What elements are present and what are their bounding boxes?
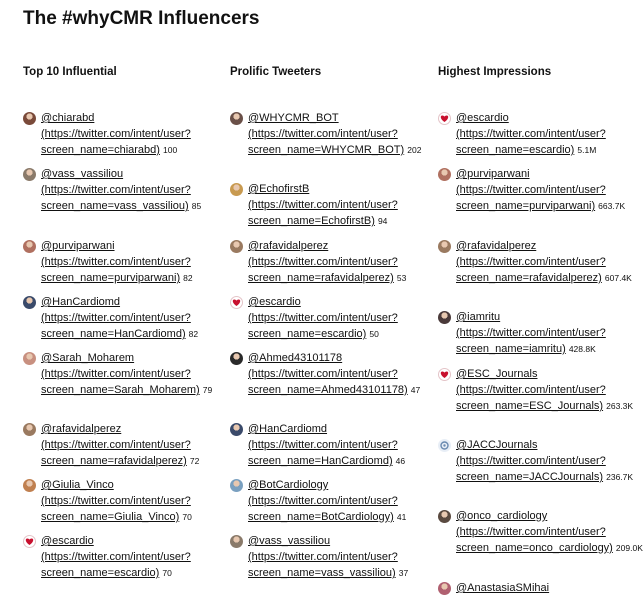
avatar (438, 510, 451, 523)
user-handle-link[interactable]: @rafavidalperez (41, 423, 122, 435)
column-header: Prolific Tweeters (230, 66, 322, 78)
user-handle-link[interactable]: @vass_vassiliou (248, 535, 331, 547)
tweet-count: 209.0K (615, 543, 643, 553)
tweet-count: 82 (188, 329, 199, 339)
profile-url-link[interactable]: (https://twitter.com/intent/user? (248, 495, 398, 507)
avatar (23, 423, 36, 436)
entry-text (248, 477, 406, 525)
profile-url-link[interactable]: screen_name=escardio) (41, 567, 160, 579)
avatar (23, 240, 36, 253)
profile-url-link[interactable]: (https://twitter.com/intent/user? (456, 384, 606, 396)
profile-url-link[interactable]: (https://twitter.com/intent/user? (248, 439, 398, 451)
entry-text (41, 238, 193, 286)
profile-url-link[interactable]: screen_name=chiarabd) (41, 144, 160, 156)
entry-text (248, 350, 420, 398)
profile-url-link[interactable]: (https://twitter.com/intent/user? (41, 184, 191, 196)
user-handle-link[interactable]: @escardio (248, 296, 301, 308)
user-handle-link[interactable]: @rafavidalperez (456, 240, 537, 252)
entry-text (248, 238, 406, 286)
profile-url-link[interactable]: screen_name=purviparwani) (41, 272, 181, 284)
user-handle-link[interactable]: @Sarah_Moharem (41, 352, 135, 364)
page-title: The #whyCMR Influencers (23, 8, 260, 29)
column-header: Top 10 Influential (23, 66, 117, 78)
profile-url-link[interactable]: (https://twitter.com/intent/user? (41, 551, 191, 563)
user-handle-link[interactable]: @JACCJournals (456, 439, 538, 451)
user-handle-link[interactable]: @Ahmed43101178 (248, 352, 343, 364)
profile-url-link[interactable]: (https://twitter.com/intent/user? (456, 327, 606, 339)
avatar (23, 112, 36, 125)
entry-text (248, 110, 421, 158)
column-header: Highest Impressions (438, 66, 552, 78)
user-handle-link[interactable]: @iamritu (456, 311, 501, 323)
tweet-count: 53 (396, 273, 407, 283)
avatar (230, 183, 243, 196)
tweet-count: 428.8K (568, 344, 596, 354)
profile-url-link[interactable]: screen_name=vass_vassiliou) (248, 567, 396, 579)
avatar (438, 311, 451, 324)
heart-logo-icon (230, 296, 243, 309)
user-handle-link[interactable]: @BotCardiology (248, 479, 329, 491)
profile-url-link[interactable]: (https://twitter.com/intent/user? (248, 551, 398, 563)
avatar (23, 296, 36, 309)
tweet-count: 607.4K (604, 273, 632, 283)
profile-url-link[interactable]: screen_name=JACCJournals) (456, 471, 604, 483)
tweet-count: 85 (191, 201, 202, 211)
profile-url-link[interactable]: screen_name=HanCardiomd) (41, 328, 186, 340)
profile-url-link[interactable]: (https://twitter.com/intent/user? (248, 199, 398, 211)
entry-text (456, 110, 606, 158)
avatar (23, 168, 36, 181)
profile-url-link[interactable]: screen_name=iamritu) (456, 343, 566, 355)
entry-text (456, 366, 633, 414)
avatar (438, 582, 451, 595)
user-handle-link[interactable]: @EchofirstB (248, 183, 310, 195)
user-handle-link[interactable]: @Giulia_Vinco (41, 479, 114, 491)
avatar (230, 479, 243, 492)
user-handle-link[interactable]: @escardio (456, 112, 509, 124)
profile-url-link[interactable]: screen_name=Ahmed43101178) (248, 384, 408, 396)
user-handle-link[interactable]: @rafavidalperez (248, 240, 329, 252)
tweet-count: 46 (395, 456, 406, 466)
avatar (230, 240, 243, 253)
entry-text (41, 350, 212, 398)
profile-url-link[interactable]: screen_name=HanCardiomd) (248, 455, 393, 467)
avatar (438, 439, 451, 452)
profile-url-link[interactable]: screen_name=rafavidalperez) (248, 272, 394, 284)
tweet-count: 5.1M (577, 145, 597, 155)
profile-url-link[interactable]: (https://twitter.com/intent/user? (41, 495, 191, 507)
profile-url-link[interactable]: (https://twitter.com/intent/user? (41, 128, 191, 140)
profile-url-link[interactable]: (https://twitter.com/intent/user? (456, 455, 606, 467)
user-handle-link[interactable]: @HanCardiomd (248, 423, 328, 435)
avatar (23, 352, 36, 365)
entry-text (456, 508, 643, 556)
profile-url-link[interactable]: screen_name=escardio) (248, 328, 367, 340)
profile-url-link[interactable]: (https://twitter.com/intent/user? (248, 256, 398, 268)
tweet-count: 70 (162, 568, 172, 578)
profile-url-link[interactable]: (https://twitter.com/intent/user? (456, 184, 606, 196)
profile-url-link[interactable]: screen_name=Giulia_Vinco) (41, 511, 180, 523)
entry-text (41, 421, 199, 469)
entry-text (456, 580, 549, 596)
tweet-count: 100 (163, 145, 178, 155)
entry-text (248, 294, 398, 342)
tweet-count: 41 (396, 512, 407, 522)
tweet-count: 94 (377, 216, 388, 226)
user-handle-link[interactable]: @AnastasiaSMihai (456, 582, 550, 594)
avatar (230, 112, 243, 125)
avatar (438, 240, 451, 253)
tweet-count: 50 (369, 329, 379, 339)
user-handle-link[interactable]: @WHYCMR_BOT (248, 112, 339, 124)
heart-logo-icon (438, 368, 451, 381)
entry-text (248, 533, 408, 581)
avatar (23, 479, 36, 492)
profile-url-link[interactable]: screen_name=rafavidalperez) (456, 272, 602, 284)
user-handle-link[interactable]: @ESC_Journals (456, 368, 538, 380)
user-handle-link[interactable]: @chiarabd (41, 112, 95, 124)
tweet-count: 70 (182, 512, 192, 522)
user-handle-link[interactable]: @purviparwani (41, 240, 115, 252)
user-handle-link[interactable]: @vass_vassiliou (41, 168, 124, 180)
entry-text (456, 437, 633, 485)
tweet-count: 663.7K (598, 201, 626, 211)
tweet-count: 79 (202, 385, 213, 395)
profile-url-link[interactable]: screen_name=onco_cardiology) (456, 542, 613, 554)
entry-text (41, 533, 191, 581)
entry-text (456, 166, 625, 214)
user-handle-link[interactable]: @HanCardiomd (41, 296, 121, 308)
tweet-count: 37 (398, 568, 409, 578)
avatar (230, 423, 243, 436)
profile-url-link[interactable]: (https://twitter.com/intent/user? (41, 368, 191, 380)
entry-text (41, 294, 198, 342)
entry-text (41, 166, 201, 214)
profile-url-link[interactable]: screen_name=vass_vassiliou) (41, 200, 189, 212)
profile-url-link[interactable]: screen_name=EchofirstB) (248, 215, 375, 227)
profile-url-link[interactable]: (https://twitter.com/intent/user? (456, 526, 606, 538)
entry-text (41, 477, 192, 525)
profile-url-link[interactable]: (https://twitter.com/intent/user? (41, 256, 191, 268)
heart-logo-icon (23, 535, 36, 548)
user-handle-link[interactable]: @onco_cardiology (456, 510, 548, 522)
profile-url-link[interactable]: screen_name=escardio) (456, 144, 575, 156)
entry-text (248, 181, 398, 229)
profile-url-link[interactable]: (https://twitter.com/intent/user? (456, 256, 606, 268)
profile-url-link[interactable]: (https://twitter.com/intent/user? (248, 312, 398, 324)
profile-url-link[interactable]: (https://twitter.com/intent/user? (41, 312, 191, 324)
entry-text (456, 309, 606, 357)
entry-text (248, 421, 405, 469)
profile-url-link[interactable]: (https://twitter.com/intent/user? (456, 128, 606, 140)
tweet-count: 263.3K (606, 401, 634, 411)
tweet-count: 72 (189, 456, 200, 466)
profile-url-link[interactable]: screen_name=Sarah_Moharem) (41, 384, 200, 396)
avatar (230, 352, 243, 365)
user-handle-link[interactable]: @escardio (41, 535, 94, 547)
profile-url-link[interactable]: screen_name=rafavidalperez) (41, 455, 187, 467)
profile-url-link[interactable]: (https://twitter.com/intent/user? (248, 368, 398, 380)
entry-text (41, 110, 191, 158)
tweet-count: 202 (407, 145, 422, 155)
heart-logo-icon (438, 112, 451, 125)
tweet-count: 236.7K (606, 472, 634, 482)
avatar (438, 168, 451, 181)
profile-url-link[interactable]: (https://twitter.com/intent/user? (248, 128, 398, 140)
tweet-count: 82 (183, 273, 193, 283)
profile-url-link[interactable]: screen_name=purviparwani) (456, 200, 596, 212)
entry-text (456, 238, 632, 286)
profile-url-link[interactable]: screen_name=BotCardiology) (248, 511, 394, 523)
avatar (230, 535, 243, 548)
tweet-count: 47 (410, 385, 421, 395)
profile-url-link[interactable]: (https://twitter.com/intent/user? (41, 439, 191, 451)
user-handle-link[interactable]: @purviparwani (456, 168, 530, 180)
profile-url-link[interactable]: screen_name=ESC_Journals) (456, 400, 604, 412)
profile-url-link[interactable]: screen_name=WHYCMR_BOT) (248, 144, 405, 156)
